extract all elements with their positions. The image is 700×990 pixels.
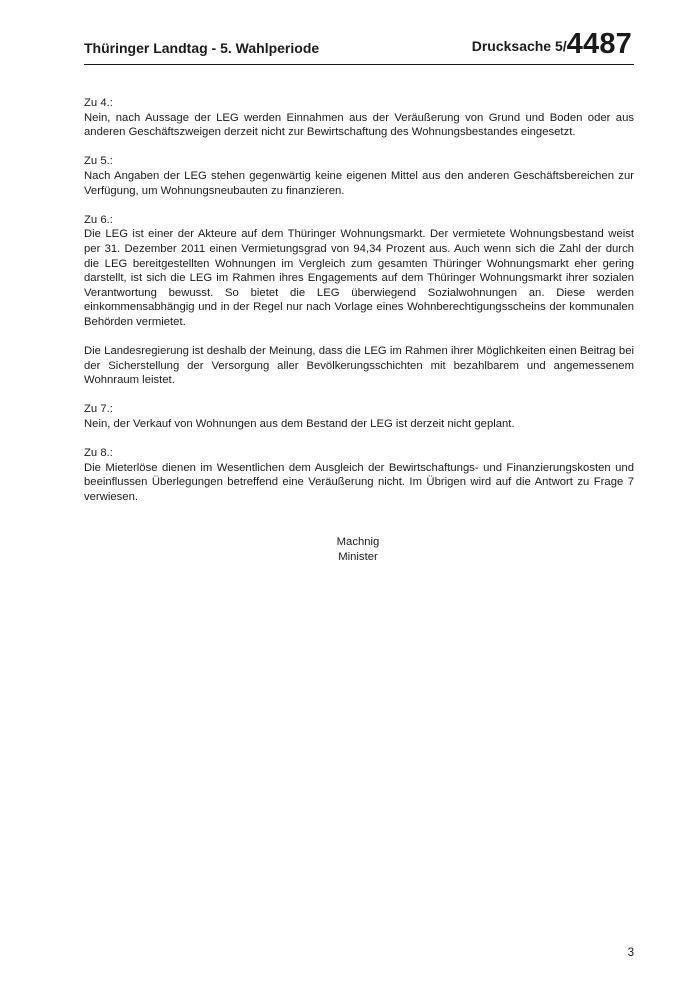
signatory-name: Machnig — [336, 536, 380, 548]
section-text: Die Mieterlöse dienen im Wesentlichen dem Ausgleich der Bewirtschaftungs- und Finanzierungskosten und beeinflussen Überlegungen betreffend eine Veräußerung nicht. Im Übrigen wird auf die Antwort zu Frage 7 verwiesen. — [84, 461, 634, 504]
answer-section-6-continued — [84, 344, 634, 388]
signature-block — [84, 535, 632, 564]
parliament-title: Thüringer Landtag - 5. Wahlperiode — [84, 40, 320, 56]
page-header — [84, 28, 634, 65]
section-text: Die Landesregierung ist deshalb der Meinung, dass die LEG im Rahmen ihrer Möglichkeiten einen Beitrag bei der Sicherstellung der Versorgung aller Bevölkerungsschichten mit bezahlbarem und angemessenem Wohnraum leistet. — [84, 345, 634, 387]
section-label: Zu 8.: — [84, 447, 113, 460]
section-text: Nach Angaben der LEG stehen gegenwärtig keine eigenen Mittel aus den anderen Geschäftsbereichen zur Verfügung, um Wohnungsneubauten zu finanzieren. — [84, 169, 634, 197]
document-body — [84, 96, 634, 519]
section-label: Zu 6.: — [84, 213, 113, 226]
answer-section-8 — [84, 446, 634, 504]
drucksache-label: Drucksache 5/ — [471, 38, 567, 54]
answer-section-4 — [84, 96, 634, 140]
section-label: Zu 7.: — [84, 403, 113, 416]
section-label: Zu 5.: — [84, 155, 113, 168]
section-text: Nein, nach Aussage der LEG werden Einnahmen aus der Veräußerung von Grund und Boden oder aus anderen Geschäftszweigen derzeit nicht zur Bewirtschaftung des Wohnungsbestandes eingesetzt. — [84, 111, 634, 139]
drucksache-number: 4487 — [566, 28, 632, 60]
page-number: 3 — [627, 947, 634, 959]
section-label: Zu 4.: — [84, 97, 113, 109]
drucksache-reference — [472, 28, 632, 61]
answer-section-7 — [84, 402, 634, 431]
answer-section-5 — [84, 154, 634, 198]
signatory-title: Minister — [338, 550, 378, 563]
answer-section-6 — [84, 213, 634, 330]
section-text: Die LEG ist einer der Akteure auf dem Thüringer Wohnungsmarkt. Der vermietete Wohnungsbestand weist per 31. Dezember 2011 einen Vermietungsgrad von 94,34 Prozent aus. Auch wenn sich die Zahl der durch die LEG bereitgestellten Wohnungen im Vergleich zum gesamten Thüringer Wohnungsmarkt eher gering darstellt, ist sich die LEG im Rahmen ihres Engagements auf dem Thüringer Wohnungsmarkt ihrer sozialen Verantwortung bewusst. So bietet die LEG überwiegend Sozialwohnungen an. Diese werden einkommensabhängig und in der Regel nur nach Vorlage eines Wohnberechtigungsscheins der kommunalen Behörden vermietet. — [84, 228, 634, 328]
section-text: Nein, der Verkauf von Wohnungen aus dem Bestand der LEG ist derzeit nicht geplant. — [84, 418, 515, 431]
